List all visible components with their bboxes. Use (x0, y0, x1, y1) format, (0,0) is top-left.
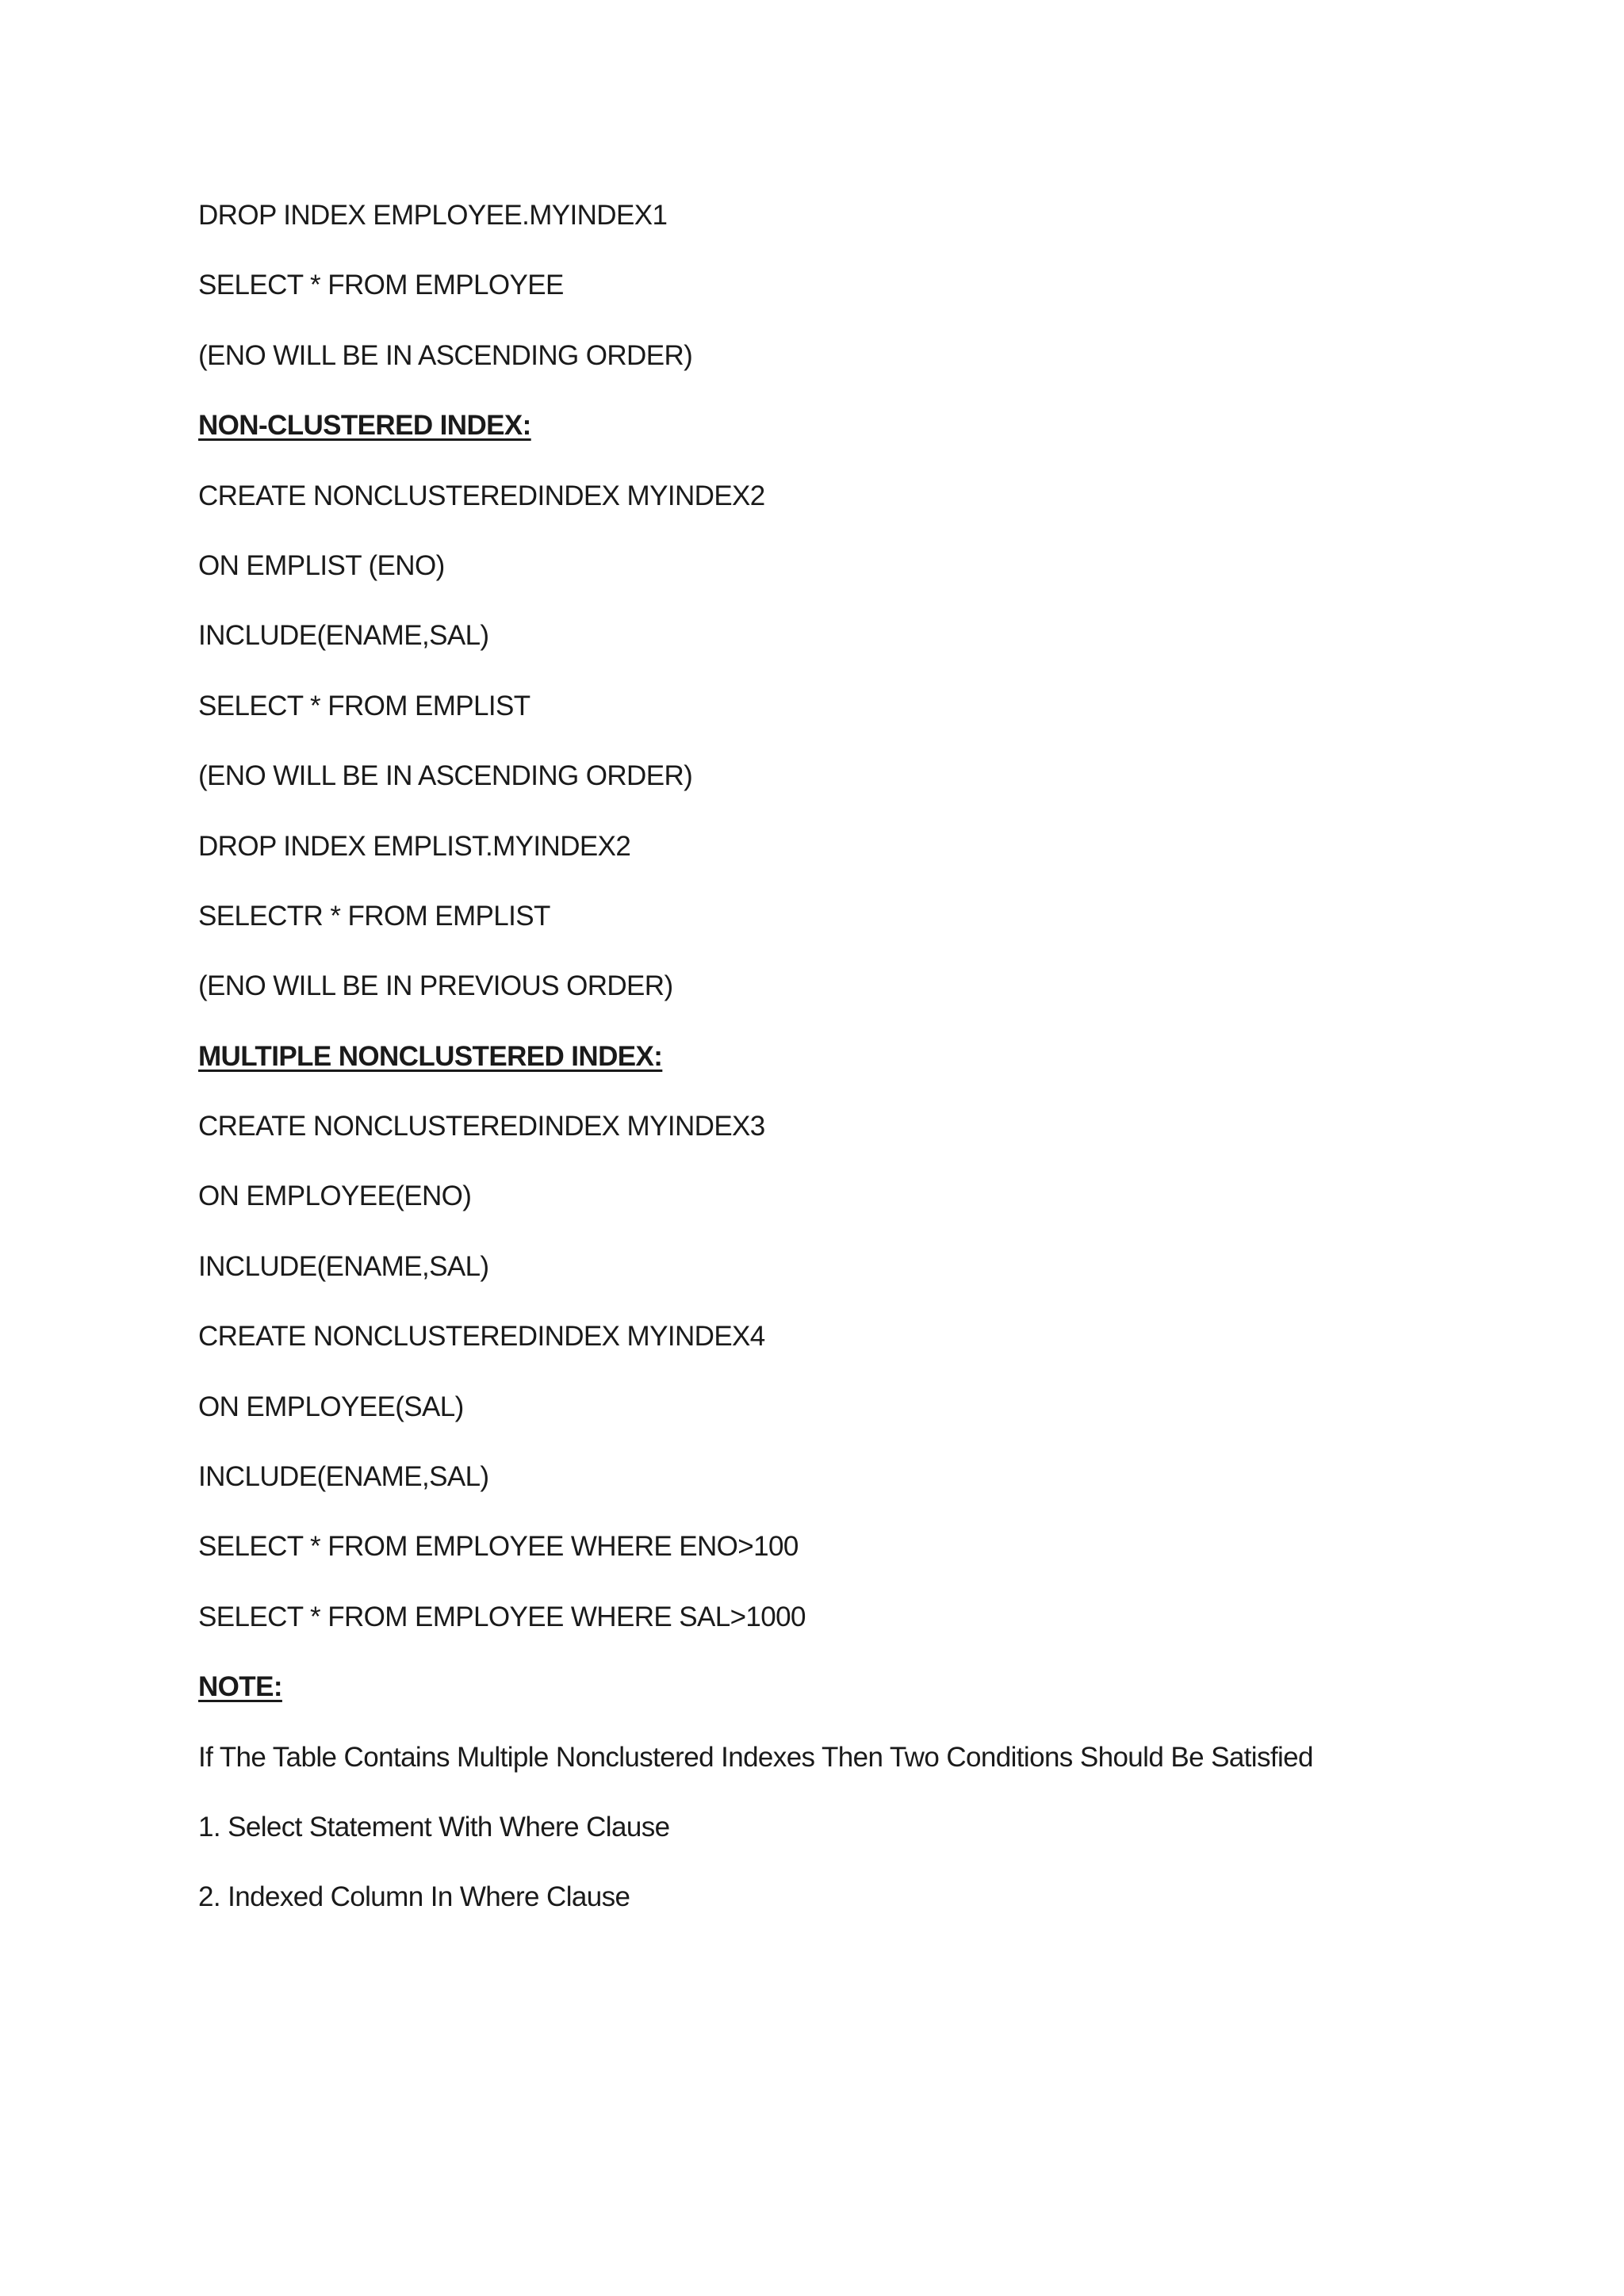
code-line-include-columns: INCLUDE(ENAME,SAL) (198, 620, 489, 652)
note-list-item-2: 2. Indexed Column In Where Clause (198, 1881, 630, 1913)
section-heading-multiple-nonclustered-index: MULTIPLE NONCLUSTERED INDEX: (198, 1040, 663, 1072)
code-line-on-employee-sal: ON EMPLOYEE(SAL) (198, 1391, 464, 1422)
code-line-include-columns: INCLUDE(ENAME,SAL) (198, 1250, 489, 1282)
code-line-drop-index-myindex2: DROP INDEX EMPLIST.MYINDEX2 (198, 830, 631, 862)
code-line-select-employee: SELECT * FROM EMPLOYEE (198, 270, 564, 301)
code-line-on-employee-eno: ON EMPLOYEE(ENO) (198, 1181, 472, 1212)
code-line-drop-index-myindex1: DROP INDEX EMPLOYEE.MYINDEX1 (198, 200, 668, 231)
code-line-create-myindex2: CREATE NONCLUSTEREDINDEX MYINDEX2 (198, 480, 765, 511)
note-list-item-1: 1. Select Statement With Where Clause (198, 1811, 670, 1843)
note-line-ascending-order: (ENO WILL BE IN ASCENDING ORDER) (198, 760, 693, 792)
code-line-include-columns: INCLUDE(ENAME,SAL) (198, 1461, 489, 1493)
code-line-select-emplist: SELECT * FROM EMPLIST (198, 690, 530, 721)
section-heading-non-clustered-index: NON-CLUSTERED INDEX: (198, 410, 531, 442)
document-body (198, 192, 1467, 1944)
code-line-on-emplist: ON EMPLIST (ENO) (198, 549, 445, 581)
code-line-select-where-sal: SELECT * FROM EMPLOYEE WHERE SAL>1000 (198, 1601, 806, 1632)
code-line-create-myindex4: CREATE NONCLUSTEREDINDEX MYINDEX4 (198, 1321, 765, 1353)
note-paragraph: If The Table Contains Multiple Nonclustered Indexes Then Two Conditions Should Be Satisfied (198, 1741, 1313, 1773)
code-line-selectr-emplist: SELECTR * FROM EMPLIST (198, 900, 550, 932)
code-line-select-where-eno: SELECT * FROM EMPLOYEE WHERE ENO>100 (198, 1531, 799, 1563)
note-line-ascending-order: (ENO WILL BE IN ASCENDING ORDER) (198, 339, 693, 371)
section-heading-note: NOTE: (198, 1671, 282, 1703)
note-line-previous-order: (ENO WILL BE IN PREVIOUS ORDER) (198, 970, 673, 1002)
code-line-create-myindex3: CREATE NONCLUSTEREDINDEX MYINDEX3 (198, 1111, 765, 1142)
